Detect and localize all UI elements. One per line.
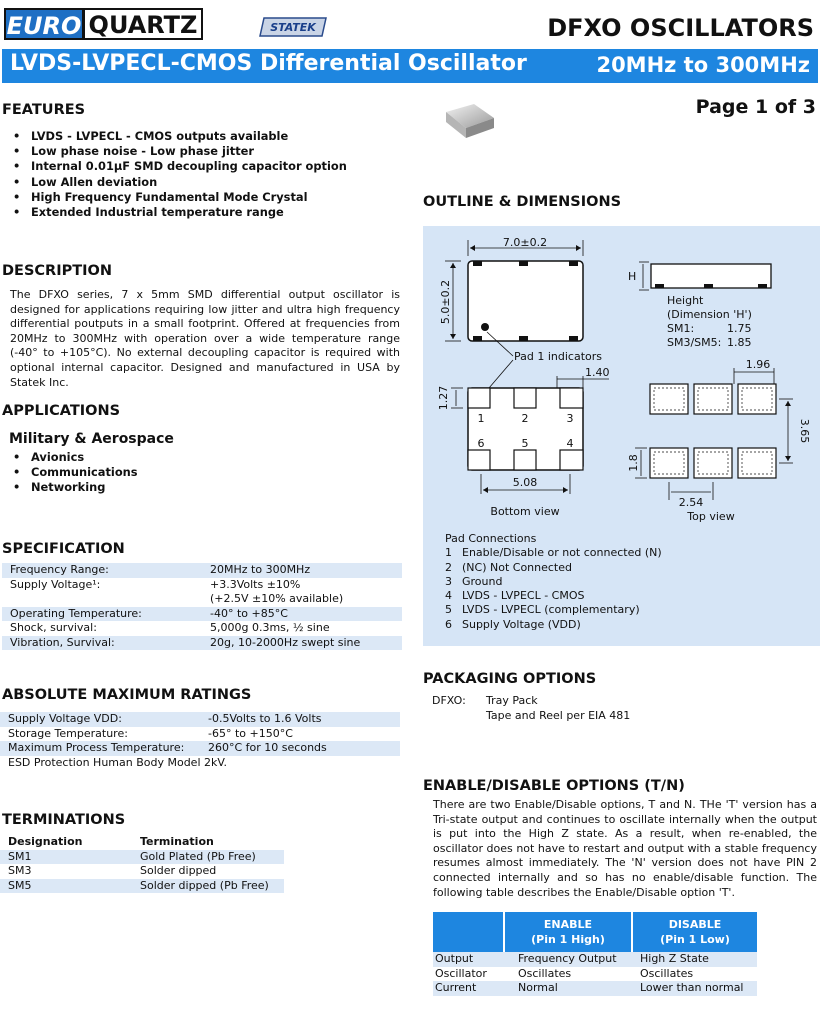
spec-label: Vibration, Survival:: [2, 636, 202, 651]
list-item: 6 Supply Voltage (VDD): [445, 617, 581, 631]
spec-label: Supply Voltage¹:: [10, 577, 101, 591]
list-item: • Networking: [3, 480, 138, 495]
list-item: • Low Allen deviation: [3, 175, 347, 190]
euroquartz-logo-euro: EURO: [4, 8, 84, 40]
table-cell: SM5: [0, 879, 132, 894]
table-cell: Oscillates: [518, 966, 572, 980]
enable-disable-heading: ENABLE/DISABLE OPTIONS (T/N): [423, 778, 685, 794]
terminations-table: [0, 835, 284, 893]
list-item: • Low phase noise - Low phase jitter: [3, 144, 347, 159]
pad1-dot: [481, 323, 489, 331]
table-cell: Normal: [504, 981, 632, 996]
dim-508-label: 5.08: [512, 476, 538, 489]
table-row: [433, 952, 757, 967]
table-cell: Gold Plated (Pb Free): [132, 850, 284, 865]
column-header: Designation: [8, 835, 83, 848]
disable-column-header: DISABLE (Pin 1 Low): [632, 912, 757, 952]
spec-label: Storage Temperature:: [8, 726, 128, 740]
table-header-row: [433, 912, 757, 952]
pad-connections: [445, 532, 662, 632]
table-cell: SM1: [0, 850, 132, 865]
features-heading: FEATURES: [2, 102, 86, 118]
absolute-max-heading: ABSOLUTE MAXIMUM RATINGS: [2, 687, 252, 703]
list-item: 1 Enable/Disable or not connected (N): [445, 546, 662, 560]
dim-h-label: H: [628, 270, 637, 283]
statek-logo: [256, 14, 332, 42]
pad-number: 5: [521, 437, 529, 450]
packaging-label: DFXO:: [432, 694, 466, 707]
table-cell: SM3: [8, 864, 32, 877]
dim-140-label: 1.40: [585, 366, 610, 379]
spec-label: Frequency Range:: [2, 563, 202, 578]
applications-heading: APPLICATIONS: [2, 403, 121, 419]
pad1-indicators-label: Pad 1 indicators: [514, 350, 603, 363]
sm1-value: 1.75: [727, 322, 752, 335]
table-row: [433, 981, 757, 996]
spec-value: 5,000g 0.3ms, ½ sine: [210, 621, 330, 634]
table-cell: Solder dipped: [140, 864, 217, 877]
description-heading: DESCRIPTION: [2, 263, 112, 279]
table-cell: High Z State: [632, 952, 757, 967]
title-banner: [2, 49, 818, 83]
list-item: 5 LVDS - LVPECL (complementary): [445, 603, 640, 617]
spec-value: 260°C for 10 seconds: [200, 741, 400, 756]
description-text: The DFXO series, 7 x 5mm SMD differential output oscillator is designed for applications requiring low jitter and ultra high frequency differential poutputs in a small footprint. Offered at frequencies from 20MHz to 300MHz with operation over a wide temperature range (-40° to +105°C). No external decoupling capacitor is required with optional internal capacitor. Designed and manufactured in USA by Statek Inc.: [10, 288, 400, 389]
table-row: [2, 621, 402, 636]
spec-value: -65° to +150°C: [208, 726, 293, 740]
dim-18-label: 1.8: [627, 454, 640, 472]
list-item: • Avionics: [3, 450, 138, 465]
dim-127-label: 1.27: [437, 385, 450, 411]
top-view-label: Top view: [687, 510, 735, 523]
bottom-view-label: Bottom view: [490, 505, 560, 518]
height-label: Height: [667, 294, 704, 307]
table-row: [0, 741, 400, 756]
table-header-row: [0, 835, 284, 850]
spec-value: 20MHz to 300MHz: [202, 563, 402, 578]
table-cell: Oscillates: [640, 966, 694, 980]
spec-label: Shock, survival:: [10, 621, 97, 634]
dim-365-label: 3.65: [798, 418, 811, 444]
sm35-label: SM3/SM5:: [667, 336, 722, 349]
pad-number: 2: [521, 412, 529, 425]
outline-heading: OUTLINE & DIMENSIONS: [423, 194, 622, 210]
esd-note: ESD Protection Human Body Model 2kV.: [8, 755, 227, 769]
list-item: • Internal 0.01µF SMD decoupling capacitor option: [3, 159, 347, 174]
pad-number: 6: [477, 437, 485, 450]
table-row: [0, 756, 400, 771]
table-cell: Oscillator: [435, 966, 487, 980]
applications-subheading: Military & Aerospace: [9, 431, 174, 447]
pad-number: 3: [566, 412, 574, 425]
list-item: • High Frequency Fundamental Mode Crystal: [3, 190, 347, 205]
spec-label: Maximum Process Temperature:: [0, 741, 200, 756]
list-item: • Extended Industrial temperature range: [3, 205, 347, 220]
spec-value: -0.5Volts to 1.6 Volts: [200, 712, 400, 727]
spec-value: +3.3Volts ±10%: [210, 577, 301, 591]
dim-width-label: 7.0±0.2: [502, 236, 548, 249]
packaging-option: Tray Pack: [486, 694, 538, 707]
table-cell: Solder dipped (Pb Free): [132, 879, 284, 894]
specification-heading: SPECIFICATION: [2, 541, 125, 557]
table-row: [2, 607, 402, 622]
applications-list: [3, 450, 138, 496]
spec-value: 20g, 10-2000Hz swept sine: [202, 636, 402, 651]
list-item: • Communications: [3, 465, 138, 480]
list-item: 3 Ground: [445, 574, 503, 588]
list-item: 4 LVDS - LVPECL - CMOS: [445, 589, 585, 603]
spec-value: -40° to +85°C: [202, 607, 402, 622]
spec-label: Operating Temperature:: [2, 607, 202, 622]
table-row: [0, 879, 284, 894]
table-cell: Lower than normal: [632, 981, 757, 996]
packaging-options: [432, 694, 630, 723]
absolute-max-table: [0, 712, 400, 770]
frequency-range-title: 20MHz to 300MHz: [596, 53, 810, 77]
sm35-value: 1.85: [727, 336, 752, 349]
table-row: [433, 967, 757, 982]
features-list: [3, 129, 347, 220]
table-row: [0, 727, 400, 742]
spec-label: Supply Voltage VDD:: [0, 712, 200, 727]
terminations-heading: TERMINATIONS: [2, 812, 126, 828]
table-row: [2, 578, 402, 607]
table-row: [0, 864, 284, 879]
table-row: [2, 636, 402, 651]
column-header: Termination: [140, 835, 214, 848]
document-title: DFXO OSCILLATORS: [547, 14, 814, 42]
list-item: • LVDS - LVPECL - CMOS outputs available: [3, 129, 347, 144]
pad-number: 4: [566, 437, 574, 450]
spec-value-secondary: (+2.5V ±10% available): [210, 592, 344, 605]
pad-connections-heading: Pad Connections: [445, 532, 537, 545]
table-row: [2, 563, 402, 578]
euroquartz-logo-quartz: QUARTZ: [83, 8, 203, 40]
specification-table: [2, 563, 402, 650]
table-row: [0, 712, 400, 727]
pad-number: 1: [477, 412, 485, 425]
list-item: 2 (NC) Not Connected: [445, 560, 572, 574]
table-cell: Current: [433, 981, 504, 996]
sm1-label: SM1:: [667, 322, 695, 335]
product-photo: [440, 100, 498, 146]
enable-disable-text: There are two Enable/Disable options, T and N. THe 'T' version has a Tri-state output and continues to oscillate internally when the output is put into the High Z state. As a result, when re-enabled, the oscillator does not have to restart and output with a stable frequency resumes almost immediately. The 'N' version does not have PIN 2 connected internally and so has no enable/disable function. The following table describes the Enable/Disable option 'T'.: [433, 798, 817, 899]
packaging-heading: PACKAGING OPTIONS: [423, 671, 597, 687]
height-dimension-label: (Dimension 'H'): [667, 308, 752, 321]
packaging-option: Tape and Reel per EIA 481: [486, 708, 631, 722]
dim-196-label: 1.96: [745, 358, 771, 371]
table-row: [0, 850, 284, 865]
dim-height-label: 5.0±0.2: [439, 279, 452, 325]
outline-dimensions-diagram: [423, 226, 820, 526]
product-title: LVDS-LVPECL-CMOS Differential Oscillator: [10, 51, 527, 76]
dim-254-label: 2.54: [678, 496, 704, 509]
page-number: Page 1 of 3: [695, 96, 816, 118]
enable-column-header: ENABLE (Pin 1 High): [504, 912, 632, 952]
statek-logo-text: STATEK: [270, 21, 316, 34]
enable-disable-table: [433, 912, 757, 996]
table-cell: Frequency Output: [504, 952, 632, 967]
table-cell: Output: [433, 952, 504, 967]
